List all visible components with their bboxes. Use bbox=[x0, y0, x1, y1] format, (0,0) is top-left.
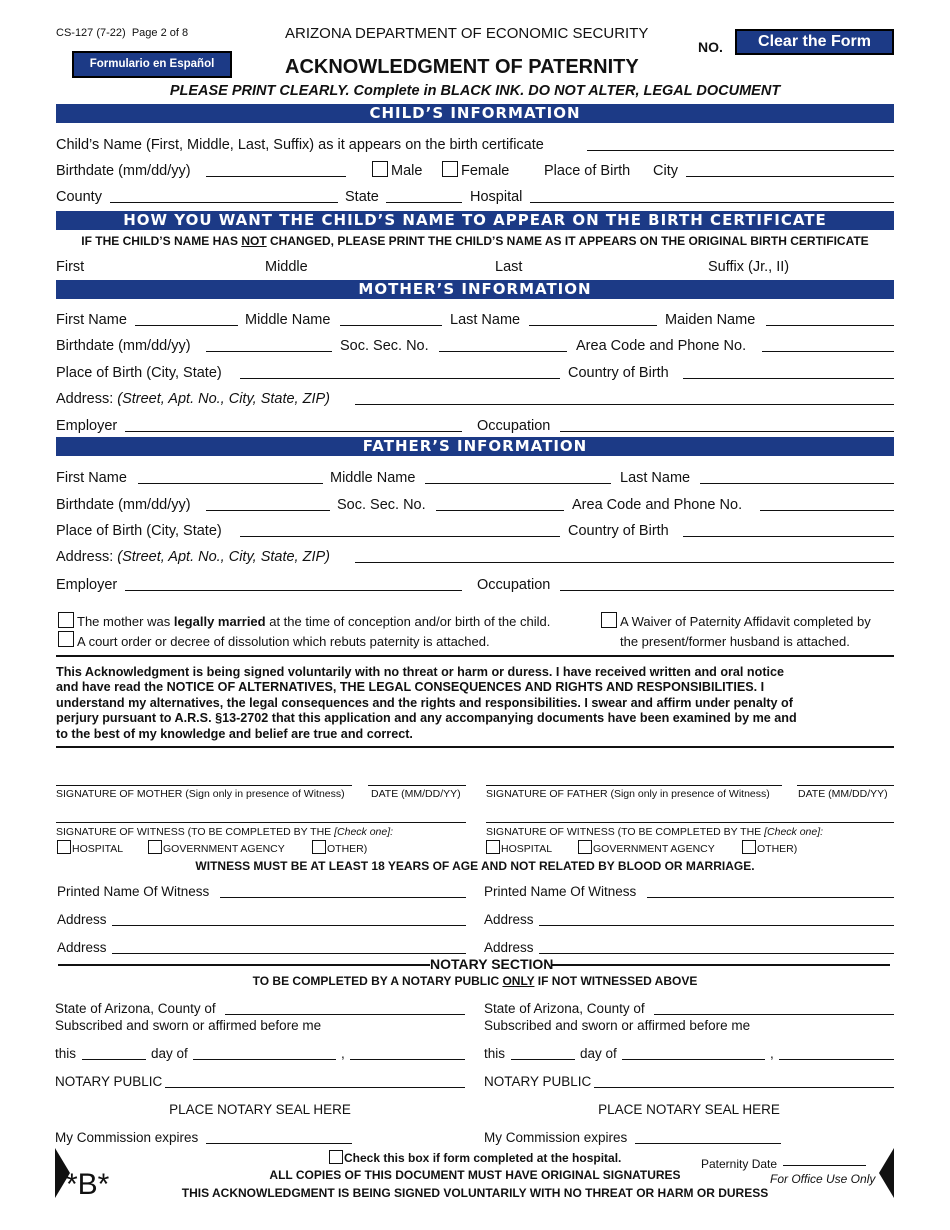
mother-middle-name-label: Middle Name bbox=[245, 312, 331, 328]
father-signature-label: SIGNATURE OF FATHER (Sign only in presence of Witness) bbox=[486, 788, 770, 800]
father-birthdate-field[interactable] bbox=[206, 510, 330, 511]
notary-rule-right bbox=[552, 964, 890, 966]
father-section-header: FATHER’S INFORMATION bbox=[56, 437, 894, 456]
hospital-completed-checkbox[interactable] bbox=[329, 1150, 343, 1164]
notary2-comma: , bbox=[770, 1046, 774, 1061]
witness1-hospital-checkbox[interactable] bbox=[57, 840, 71, 854]
acknowledgment-statement: This Acknowledgment is being signed voluntarily with no threat or harm or duress. I have received written and oral notice and have read the NOTICE OF ALTERNATIVES, THE LEGAL CONSEQUENCES AND RIGHTS AND RESPONSIBILITIES. I understand my alternatives, the legal consequences and the rights and responsibilities. I swear and affirm under penalty of perjury pursuant to A.R.S. §13-2702 that this application and any accompanying documents have been examined by me and to the best of my knowledge and belief are true and correct. bbox=[56, 665, 797, 741]
mother-place-of-birth-field[interactable] bbox=[240, 378, 560, 379]
place-of-birth-label: Place of Birth bbox=[544, 163, 631, 179]
witness2-other-label: OTHER) bbox=[757, 843, 798, 855]
page-subtitle: PLEASE PRINT CLEARLY. Complete in BLACK INK. DO NOT ALTER, LEGAL DOCUMENT bbox=[169, 83, 781, 99]
male-checkbox[interactable] bbox=[372, 161, 388, 177]
witness1-address-label: Address bbox=[57, 912, 107, 927]
no-label: NO. bbox=[698, 39, 723, 55]
father-birthdate-label: Birthdate (mm/dd/yy) bbox=[56, 497, 191, 513]
child-name-label: Child’s Name (First, Middle, Last, Suffix) as it appears on the birth certificate bbox=[56, 137, 544, 153]
notary1-public-label: NOTARY PUBLIC bbox=[55, 1074, 163, 1089]
notary2-dayof-label: day of bbox=[580, 1046, 617, 1061]
father-first-name-field[interactable] bbox=[138, 483, 323, 484]
mother-phone-field[interactable] bbox=[762, 351, 894, 352]
divider bbox=[56, 655, 894, 657]
witness1-other-label: OTHER) bbox=[327, 843, 368, 855]
mother-last-name-label: Last Name bbox=[450, 312, 521, 328]
mother-employer-field[interactable] bbox=[125, 431, 462, 432]
hospital-label: Hospital bbox=[470, 189, 523, 205]
mother-last-name-field[interactable] bbox=[529, 325, 657, 326]
paternity-date-label: Paternity Date bbox=[701, 1157, 778, 1171]
witness-age-note: WITNESS MUST BE AT LEAST 18 YEARS OF AGE AND NOT RELATED BY BLOOD OR MARRIAGE. bbox=[195, 859, 755, 873]
father-address-field[interactable] bbox=[355, 562, 894, 563]
notary2-month-field[interactable] bbox=[622, 1059, 765, 1060]
mother-address-field[interactable] bbox=[355, 404, 894, 405]
mother-signature-field[interactable] bbox=[56, 785, 352, 786]
notary2-seal-placeholder: PLACE NOTARY SEAL HERE bbox=[598, 1102, 780, 1117]
witness1-printed-name-label: Printed Name Of Witness bbox=[57, 884, 210, 899]
notary-rule-left bbox=[58, 964, 430, 966]
mother-birthdate-field[interactable] bbox=[206, 351, 332, 352]
notary2-public-field[interactable] bbox=[594, 1087, 894, 1088]
agency-name: ARIZONA DEPARTMENT OF ECONOMIC SECURITY bbox=[285, 25, 649, 42]
female-label: Female bbox=[461, 163, 510, 179]
bc-first-label: First bbox=[56, 259, 85, 275]
notary1-public-field[interactable] bbox=[165, 1087, 465, 1088]
city-label: City bbox=[653, 163, 678, 179]
mother-country-label: Country of Birth bbox=[568, 365, 669, 381]
notary1-commission-label: My Commission expires bbox=[55, 1130, 199, 1145]
mother-birthdate-label: Birthdate (mm/dd/yy) bbox=[56, 338, 191, 354]
notary2-subscribed-label: Subscribed and sworn or affirmed before me bbox=[484, 1018, 751, 1033]
notary1-subscribed-label: Subscribed and sworn or affirmed before me bbox=[55, 1018, 322, 1033]
birth-cert-name-note: IF THE CHILD’S NAME HAS NOT CHANGED, PLEASE PRINT THE CHILD’S NAME AS IT APPEARS ON THE ORIGINAL BIRTH CERTIFICATE bbox=[81, 234, 869, 248]
notary2-year-field[interactable] bbox=[779, 1059, 894, 1060]
spanish-form-label: Formulario en Español bbox=[89, 58, 215, 70]
witness2-signature-field[interactable] bbox=[486, 822, 894, 823]
witness2-printed-name-field[interactable] bbox=[647, 897, 894, 898]
state-label: State bbox=[345, 189, 379, 205]
witness2-address2-label: Address bbox=[484, 940, 534, 955]
witness1-printed-name-field[interactable] bbox=[220, 897, 466, 898]
witness2-address-field[interactable] bbox=[539, 925, 894, 926]
paternity-date-field[interactable] bbox=[783, 1165, 866, 1166]
father-employer-field[interactable] bbox=[125, 590, 462, 591]
notary2-commission-label: My Commission expires bbox=[484, 1130, 628, 1145]
notary1-county-field[interactable] bbox=[225, 1014, 465, 1015]
clear-form-button[interactable] bbox=[735, 29, 894, 55]
mother-occupation-field[interactable] bbox=[560, 431, 894, 432]
state-field[interactable] bbox=[386, 202, 462, 203]
father-first-name-label: First Name bbox=[56, 470, 127, 486]
father-country-label: Country of Birth bbox=[568, 523, 669, 539]
witness1-hospital-label: HOSPITAL bbox=[72, 843, 124, 855]
father-signature-field[interactable] bbox=[486, 785, 782, 786]
father-middle-name-field[interactable] bbox=[425, 483, 611, 484]
mother-maiden-name-label: Maiden Name bbox=[665, 312, 756, 328]
court-order-label: A court order or decree of dissolution which rebuts paternity is attached. bbox=[77, 634, 490, 649]
witness1-signature-label: SIGNATURE OF WITNESS (TO BE COMPLETED BY THE [Check one]: bbox=[56, 826, 394, 838]
child-section-header: CHILD’S INFORMATION bbox=[56, 104, 894, 123]
witness2-printed-name-label: Printed Name Of Witness bbox=[484, 884, 637, 899]
witness1-signature-field[interactable] bbox=[56, 822, 466, 823]
father-last-name-field[interactable] bbox=[700, 483, 894, 484]
father-last-name-label: Last Name bbox=[620, 470, 691, 486]
divider bbox=[56, 746, 894, 748]
father-place-of-birth-field[interactable] bbox=[240, 536, 560, 537]
bc-last-label: Last bbox=[495, 259, 523, 275]
mother-address-label: Address: (Street, Apt. No., City, State, ZIP) bbox=[56, 391, 330, 407]
father-occupation-field[interactable] bbox=[560, 590, 894, 591]
notary1-month-field[interactable] bbox=[193, 1059, 336, 1060]
legally-married-label: The mother was legally married at the time of conception and/or birth of the child. bbox=[77, 614, 551, 629]
bc-suffix-label: Suffix (Jr., II) bbox=[708, 259, 790, 275]
spanish-form-button[interactable] bbox=[72, 51, 232, 78]
mother-date-label: DATE (MM/DD/YY) bbox=[371, 788, 461, 800]
court-order-checkbox[interactable] bbox=[58, 631, 74, 647]
page-title: ACKNOWLEDGMENT OF PATERNITY bbox=[285, 56, 639, 78]
county-label: County bbox=[56, 189, 102, 205]
county-field[interactable] bbox=[110, 202, 338, 203]
hospital-field[interactable] bbox=[530, 202, 894, 203]
notary2-county-field[interactable] bbox=[654, 1014, 894, 1015]
father-place-of-birth-label: Place of Birth (City, State) bbox=[56, 523, 222, 539]
father-occupation-label: Occupation bbox=[477, 577, 551, 593]
child-birthdate-label: Birthdate (mm/dd/yy) bbox=[56, 163, 191, 179]
city-field[interactable] bbox=[686, 176, 894, 177]
witness1-address-field[interactable] bbox=[112, 925, 466, 926]
bc-middle-label: Middle bbox=[265, 259, 308, 275]
mother-signature-label: SIGNATURE OF MOTHER (Sign only in presence of Witness) bbox=[56, 788, 345, 800]
notary2-public-label: NOTARY PUBLIC bbox=[484, 1074, 592, 1089]
waiver-checkbox[interactable] bbox=[601, 612, 617, 628]
father-ssn-field[interactable] bbox=[436, 510, 564, 511]
father-date-field[interactable] bbox=[797, 785, 894, 786]
office-use-label: For Office Use Only bbox=[770, 1172, 876, 1186]
mother-country-field[interactable] bbox=[683, 378, 894, 379]
notary2-this-label: this bbox=[484, 1046, 506, 1061]
birth-cert-name-header: HOW YOU WANT THE CHILD’S NAME TO APPEAR ON THE BIRTH CERTIFICATE bbox=[56, 211, 894, 230]
waiver-label-line1: A Waiver of Paternity Affidavit completed by bbox=[620, 614, 871, 629]
mother-occupation-label: Occupation bbox=[477, 418, 551, 434]
child-name-field[interactable] bbox=[587, 150, 894, 151]
witness2-signature-label: SIGNATURE OF WITNESS (TO BE COMPLETED BY THE [Check one]: bbox=[486, 826, 824, 838]
waiver-label-line2: the present/former husband is attached. bbox=[620, 634, 850, 649]
notary1-seal-placeholder: PLACE NOTARY SEAL HERE bbox=[169, 1102, 351, 1117]
notary-note: TO BE COMPLETED BY A NOTARY PUBLIC ONLY IF NOT WITNESSED ABOVE bbox=[252, 974, 698, 988]
legally-married-checkbox[interactable] bbox=[58, 612, 74, 628]
father-country-field[interactable] bbox=[683, 536, 894, 537]
right-corner-marker bbox=[879, 1148, 894, 1198]
mother-middle-name-field[interactable] bbox=[340, 325, 442, 326]
witness1-gov-checkbox[interactable] bbox=[148, 840, 162, 854]
witness1-other-checkbox[interactable] bbox=[312, 840, 326, 854]
notary1-commission-field[interactable] bbox=[206, 1143, 352, 1144]
father-phone-field[interactable] bbox=[760, 510, 894, 511]
witness2-gov-label: GOVERNMENT AGENCY bbox=[593, 843, 715, 855]
mother-employer-label: Employer bbox=[56, 418, 118, 434]
mother-ssn-label: Soc. Sec. No. bbox=[340, 338, 429, 354]
child-birthdate-field[interactable] bbox=[206, 176, 346, 177]
witness2-hospital-checkbox[interactable] bbox=[486, 840, 500, 854]
father-date-label: DATE (MM/DD/YY) bbox=[798, 788, 888, 800]
female-checkbox[interactable] bbox=[442, 161, 458, 177]
father-phone-label: Area Code and Phone No. bbox=[572, 497, 743, 513]
witness2-address-label: Address bbox=[484, 912, 534, 927]
notary1-day-field[interactable] bbox=[82, 1059, 146, 1060]
witness2-other-checkbox[interactable] bbox=[742, 840, 756, 854]
barcode-marker: *B* bbox=[66, 1168, 110, 1201]
notary1-year-field[interactable] bbox=[350, 1059, 465, 1060]
notary2-commission-field[interactable] bbox=[635, 1143, 781, 1144]
form-code: CS-127 (7-22) Page 2 of 8 bbox=[56, 27, 189, 39]
father-ssn-label: Soc. Sec. No. bbox=[337, 497, 426, 513]
mother-phone-label: Area Code and Phone No. bbox=[576, 338, 747, 354]
hospital-completed-label: Check this box if form completed at the hospital. bbox=[344, 1151, 622, 1165]
witness2-gov-checkbox[interactable] bbox=[578, 840, 592, 854]
father-address-label: Address: (Street, Apt. No., City, State, ZIP) bbox=[56, 549, 330, 565]
notary1-county-label: State of Arizona, County of bbox=[55, 1001, 216, 1016]
witness1-address2-field[interactable] bbox=[112, 953, 466, 954]
mother-first-name-label: First Name bbox=[56, 312, 127, 328]
notary-section-title: NOTARY SECTION bbox=[430, 956, 554, 972]
notary1-dayof-label: day of bbox=[151, 1046, 188, 1061]
father-middle-name-label: Middle Name bbox=[330, 470, 416, 486]
mother-date-field[interactable] bbox=[368, 785, 466, 786]
witness1-gov-label: GOVERNMENT AGENCY bbox=[163, 843, 285, 855]
notary1-this-label: this bbox=[55, 1046, 77, 1061]
mother-place-of-birth-label: Place of Birth (City, State) bbox=[56, 365, 222, 381]
mother-section-header: MOTHER’S INFORMATION bbox=[56, 280, 894, 299]
mother-maiden-name-field[interactable] bbox=[766, 325, 894, 326]
notary2-county-label: State of Arizona, County of bbox=[484, 1001, 645, 1016]
mother-ssn-field[interactable] bbox=[439, 351, 567, 352]
male-label: Male bbox=[391, 163, 423, 179]
clear-form-label: Clear the Form bbox=[758, 33, 871, 50]
witness1-address2-label: Address bbox=[57, 940, 107, 955]
notary1-comma: , bbox=[341, 1046, 345, 1061]
notary2-day-field[interactable] bbox=[511, 1059, 575, 1060]
voluntary-note: THIS ACKNOWLEDGMENT IS BEING SIGNED VOLUNTARILY WITH NO THREAT OR HARM OR DURESS bbox=[181, 1186, 769, 1200]
original-signatures-note: ALL COPIES OF THIS DOCUMENT MUST HAVE ORIGINAL SIGNATURES bbox=[269, 1168, 681, 1182]
father-employer-label: Employer bbox=[56, 577, 118, 593]
mother-first-name-field[interactable] bbox=[135, 325, 238, 326]
witness2-hospital-label: HOSPITAL bbox=[501, 843, 553, 855]
witness2-address2-field[interactable] bbox=[539, 953, 894, 954]
